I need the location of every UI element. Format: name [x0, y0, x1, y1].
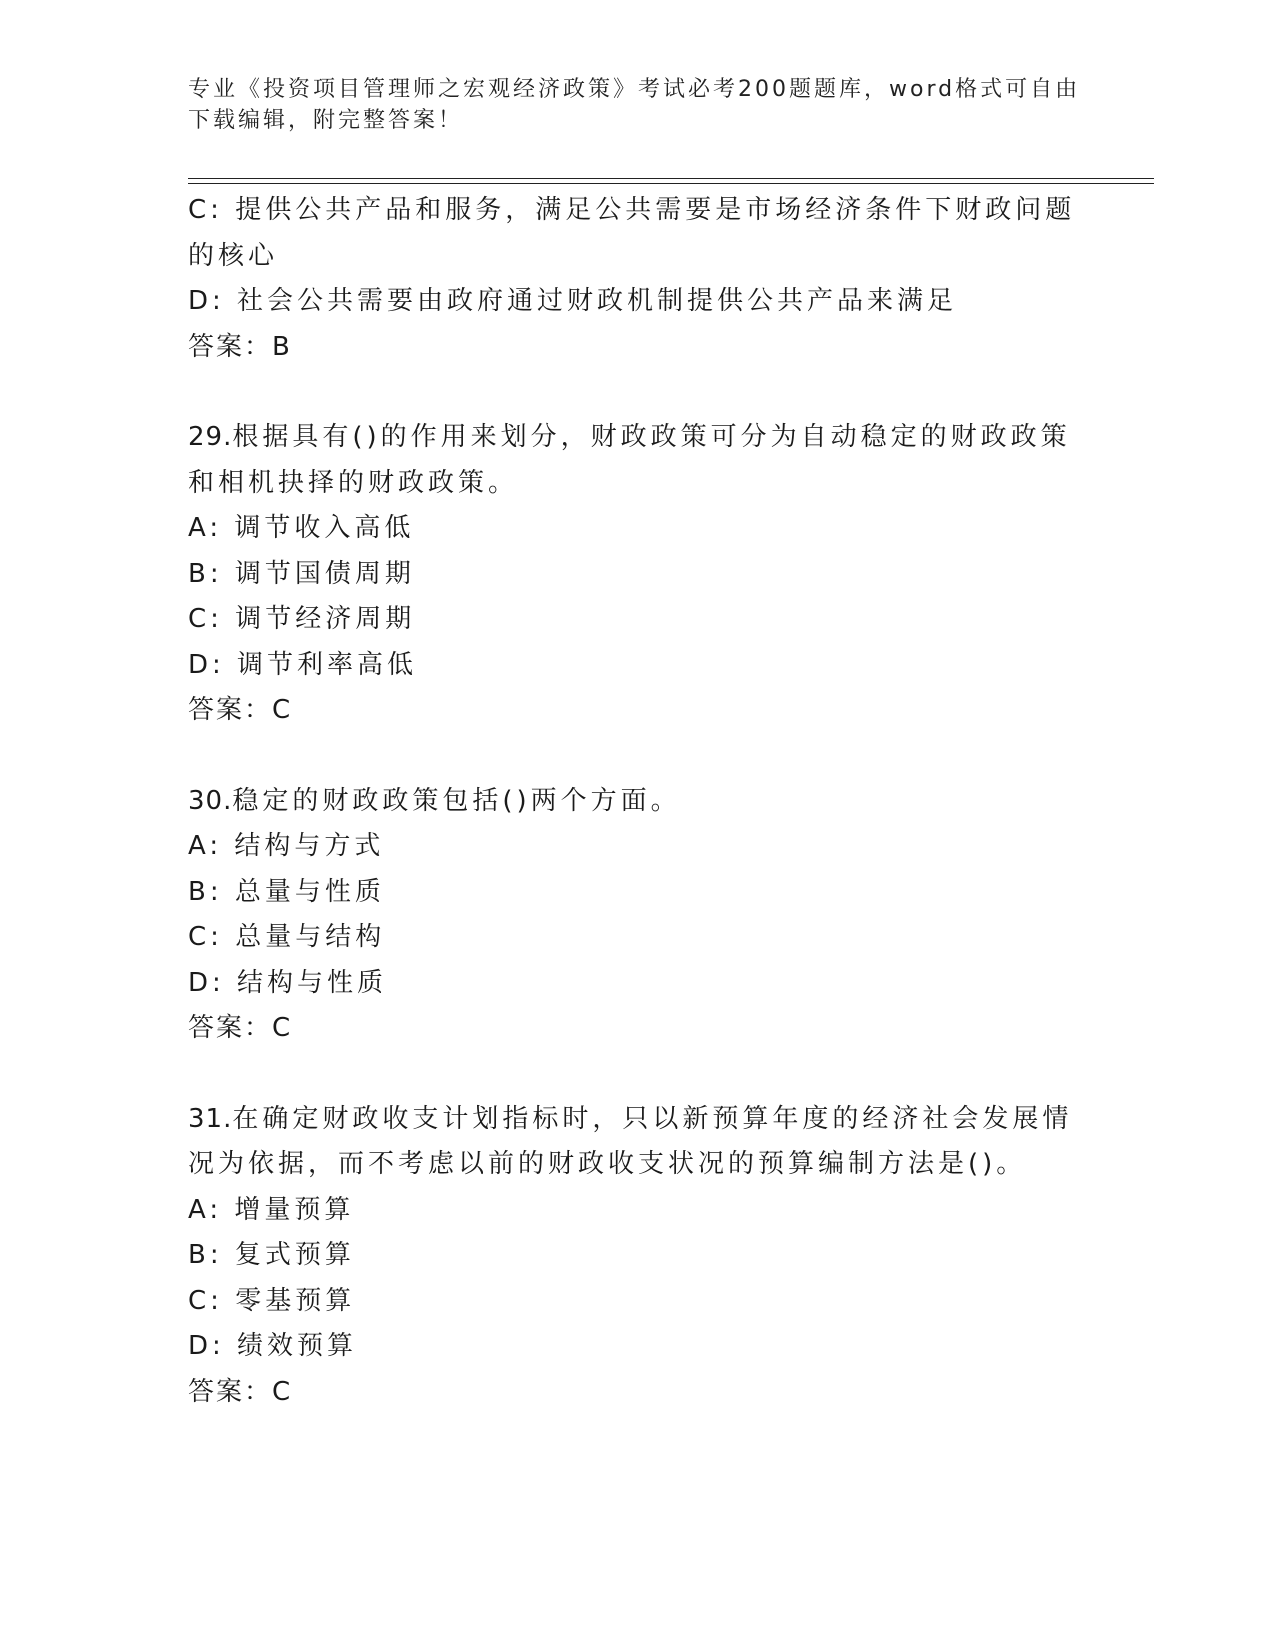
option-c — [188, 597, 1088, 643]
question-stem — [188, 1097, 1088, 1188]
option-text: 复式预算 — [234, 1240, 355, 1270]
option-text: 提供公共产品和服务，满足公共需要是市场经济条件下财政问题的核心 — [188, 195, 1076, 271]
option-d — [188, 279, 1088, 325]
question-text: 稳定的财政政策包括()两个方面。 — [232, 785, 681, 816]
question-number: 29. — [188, 422, 233, 452]
option-label: C: — [188, 1285, 223, 1316]
option-text: 总量与结构 — [235, 922, 386, 952]
question-30 — [188, 779, 1088, 1052]
option-label: C: — [188, 604, 223, 634]
header-divider-bottom — [188, 183, 1154, 184]
option-label: D: — [188, 967, 225, 998]
continued-question — [188, 188, 1088, 370]
question-content — [188, 188, 1088, 1415]
question-number: 30. — [188, 785, 233, 816]
option-text: 调节收入高低 — [234, 513, 415, 543]
option-text: 绩效预算 — [237, 1331, 358, 1361]
question-text: 在确定财政收支计划指标时，只以新预算年度的经济社会发展情况为依据，而不考虑以前的财政收支状况的预算编制方法是()。 — [188, 1103, 1073, 1179]
option-label: D: — [188, 649, 225, 680]
question-stem — [188, 779, 1088, 825]
option-label: B: — [188, 876, 223, 907]
option-label: D: — [188, 286, 225, 316]
option-text: 结构与方式 — [234, 831, 385, 861]
option-text: 零基预算 — [235, 1285, 356, 1316]
option-label: A: — [188, 1194, 223, 1225]
option-b — [188, 870, 1088, 916]
option-label: A: — [188, 513, 223, 543]
question-stem — [188, 415, 1088, 506]
option-label: B: — [188, 1240, 223, 1270]
option-text: 调节利率高低 — [237, 649, 418, 680]
question-number: 31. — [188, 1103, 233, 1134]
option-b — [188, 552, 1088, 598]
option-label: C: — [188, 195, 223, 225]
option-text: 调节经济周期 — [235, 604, 416, 634]
option-text: 增量预算 — [234, 1194, 355, 1225]
option-d — [188, 961, 1088, 1007]
option-text: 调节国债周期 — [234, 558, 415, 589]
answer-line: 答案：C — [188, 1376, 293, 1407]
option-a — [188, 1188, 1088, 1234]
option-c — [188, 915, 1088, 961]
option-label: D: — [188, 1331, 225, 1361]
option-a — [188, 824, 1088, 870]
option-c — [188, 188, 1088, 279]
answer-line: 答案：C — [188, 1013, 293, 1043]
question-29 — [188, 415, 1088, 734]
answer-line: 答案：C — [188, 695, 293, 725]
option-label: A: — [188, 831, 223, 861]
question-31 — [188, 1097, 1088, 1416]
page-header: 专业《投资项目管理师之宏观经济政策》考试必考200题题库，word格式可自由下载编辑，附完整答案！ — [188, 77, 1081, 133]
answer-line: 答案：B — [188, 331, 292, 362]
option-c — [188, 1279, 1088, 1325]
option-text: 结构与性质 — [237, 967, 388, 998]
option-label: C: — [188, 922, 223, 952]
option-text: 社会公共需要由政府通过财政机制提供公共产品来满足 — [237, 286, 958, 316]
header-divider-top — [188, 178, 1154, 179]
option-b — [188, 1233, 1088, 1279]
option-a — [188, 506, 1088, 552]
option-d — [188, 643, 1088, 689]
option-text: 总量与性质 — [234, 876, 385, 907]
option-d — [188, 1324, 1088, 1370]
option-label: B: — [188, 558, 223, 589]
question-text: 根据具有()的作用来划分，财政政策可分为自动稳定的财政政策和相机抉择的财政政策。 — [188, 422, 1071, 498]
